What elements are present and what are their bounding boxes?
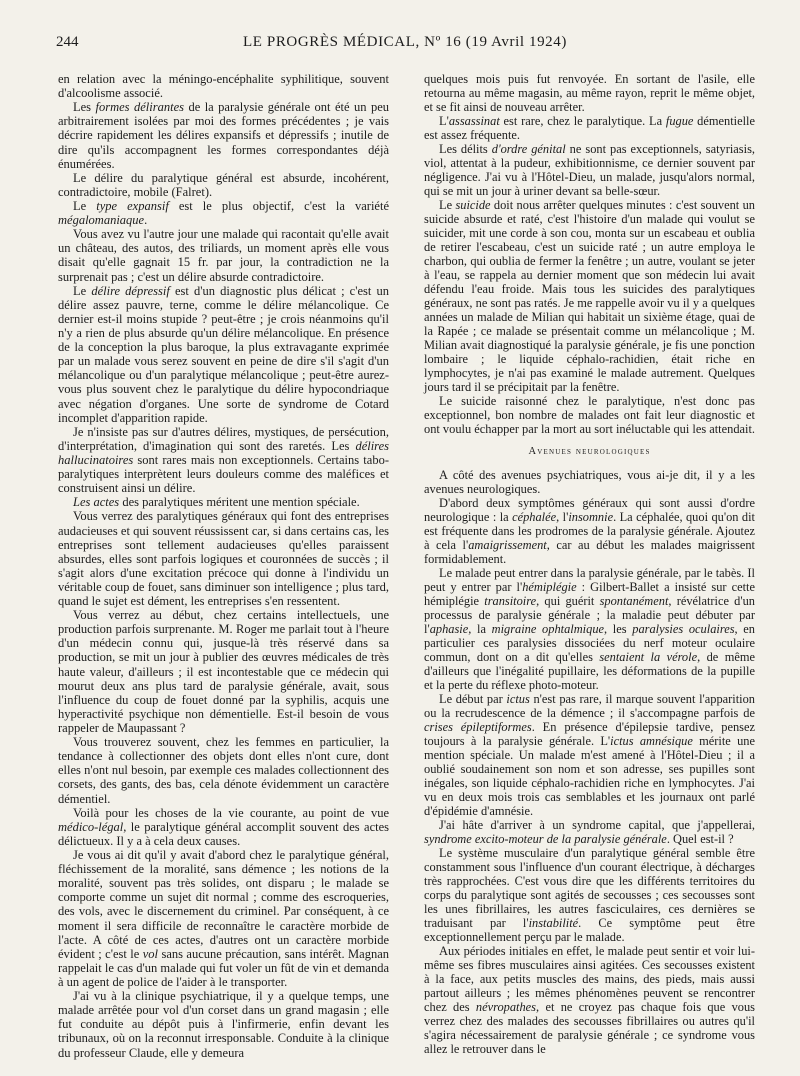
text-run: Les délits bbox=[439, 142, 492, 156]
text-run: . bbox=[144, 213, 148, 228]
paragraph bbox=[58, 227, 389, 283]
text-run: , la bbox=[468, 622, 492, 636]
italic-term: syndrome excito-moteur de la paralysie générale bbox=[424, 832, 667, 846]
paragraph bbox=[424, 198, 755, 394]
paragraph bbox=[424, 394, 755, 436]
text-run: , de même d'ailleurs que l'inégalité pupillaire, les déformations de la pupille et la perte du réflexe photo-moteur. bbox=[424, 650, 755, 692]
text-run: de la paralysie générale ont été un peu arbitrairement isolées par moi des formes précédentes ; je vais décrire rapidement les délires expansifs et dépressifs ; inutile de dire qu'ils accompagnent les formes correspondantes déjà énumérées. bbox=[58, 100, 389, 171]
paragraph bbox=[58, 509, 389, 608]
italic-term: assassinat bbox=[448, 114, 500, 128]
paragraph bbox=[424, 944, 755, 1056]
text-run: Vous verrez des paralytiques généraux qui font des entreprises audacieuses et qui souvent réussissent car, si dans certains cas, les entreprises sont tellement audacieuses qu'elles paraissent absurdes, elles sont parfois logiques et couronnées de succès ; il s'agit alors d'une excitation précoce qui donne à l'individu un véritable coup de fouet, sans diminuer son intelligence ; plus tard, quand le sujet est dément, les entreprises s'en ressentent. bbox=[58, 509, 389, 609]
italic-term: instabilité bbox=[528, 916, 579, 930]
text-run: mérite une mention spéciale. Un malade m'est amené à l'Hôtel-Dieu ; il a oublié soudainement son nom et son adresse, ses pupilles sont inégales, son liquide céphalo-rachidien riche en lymphocytes. J'ai vu en deux mois trois cas semblables et les journaux ont parlé d'épidémie d'amnésie. bbox=[424, 734, 756, 818]
italic-term: suicide bbox=[455, 198, 491, 212]
italic-term: migraine ophtalmique bbox=[491, 622, 605, 636]
text-run: Aux périodes initiales en effet, le malade peut sentir et voir lui-même ses fibres musculaires ainsi agitées. Ces secousses existent à la face, aux petits muscles des mains, des pieds, mais aussi partout ailleurs ; les mêmes phénomènes peuvent se rencontrer chez des bbox=[424, 944, 755, 1014]
paragraph bbox=[58, 848, 389, 989]
paragraph bbox=[58, 171, 389, 199]
text-run: est le plus objectif, c'est la variété bbox=[168, 198, 389, 213]
italic-term: délire dépressif bbox=[91, 283, 170, 298]
text-run: A côté des avenues psychiatriques, vous ai-je dit, il y a les avenues neurologiques. bbox=[424, 468, 755, 496]
text-run: . La céphalée, quoi qu'on dit est fréquente dans les prodromes de la paralysie générale. Ajoutez à cela l' bbox=[424, 510, 755, 552]
paragraph bbox=[58, 495, 389, 509]
text-run: , l' bbox=[556, 510, 569, 524]
right-column bbox=[424, 72, 755, 1056]
paragraph bbox=[424, 72, 755, 114]
text-run: D'abord deux symptômes généraux qui sont aussi d'ordre neurologique : la bbox=[424, 496, 755, 524]
text-run: Voilà pour les choses de la vie courante, au point de vue bbox=[73, 805, 389, 820]
text-run: Le délire du paralytique général est absurde, incohérent, contradictoire, mobile (Falret). bbox=[58, 170, 389, 199]
text-run: , en particulier ces paralysies dissociées du nerf moteur oculaire commun, dont on a dit qu'elles bbox=[424, 622, 756, 664]
text-run: démentielle est assez fréquente. bbox=[424, 114, 755, 142]
paragraph bbox=[58, 72, 389, 100]
text-run: est d'un diagnostic plus délicat ; c'est un délire assez pauvre, terne, comme le délire mélancolique. Ce dernier est-il moins stupide ? peut-être ; je crois néanmoins qu'il n'y a rien de plus absurde qu'un délire mélancolique. En présence de la conception la plus baroque, la plus extravagante exprimée par un malade vous serez souvent en peine de dire s'il s'agit d'un mélancolique ou d'un paralytique mélancolique ; peut-être aurez-vous plus souvent chez le paralytique du délire hypocondriaque avec négation d'organes. Une sorte de syndrome de Cotard incomplet d'apparition rapide. bbox=[58, 283, 390, 425]
italic-term: type expansif bbox=[96, 198, 169, 213]
paragraph bbox=[424, 114, 755, 142]
text-run: Le bbox=[73, 283, 92, 298]
text-run: Vous trouverez souvent, chez les femmes en particulier, la tendance à collectionner des objets dont elles n'ont cure, dont elles n'ont nul besoin, par exemple ces malades collectionnent des corsets, des gants, des bas, cela dénote évidemment un caractère démentiel. bbox=[58, 735, 389, 806]
italic-term: névropathes bbox=[475, 1000, 537, 1014]
italic-term: crises épileptiformes bbox=[424, 720, 532, 734]
text-run: Le bbox=[439, 198, 456, 212]
running-header bbox=[56, 34, 754, 52]
text-run: , révélatrice d'un processus de paralysie générale ; la maladie peut débuter par l' bbox=[424, 594, 755, 636]
italic-term: insomnie bbox=[568, 510, 614, 524]
page-number: 244 bbox=[56, 34, 79, 50]
paragraph bbox=[58, 100, 389, 171]
text-run: des paralytiques méritent une mention spéciale. bbox=[119, 495, 360, 510]
text-run: Vous verrez au début, chez certains intellectuels, une production parfois surprenante. M. Roger me parlait tout à l'heure d'un médecin connu qui, jusque-là très réservé dans sa production, se mit un jour à publier des œuvres médicales de très haute valeur, d'ailleurs ; il est incontestable que ce médecin qui mourut deux ans plus tard de paralysie générale, avait, sous l'influence du coup de fouet donné par la syphilis, acquis une hyperactivité psychique non démentielle. Est-il besoin de vous rappeler de Maupassant ? bbox=[58, 608, 389, 736]
text-run: Je n'insiste pas sur d'autres délires, mystiques, de persécution, d'interprétation, d'imagination qui sont des raretés. Les bbox=[58, 424, 389, 453]
text-run: , car au début les malades maigrissent formidablement. bbox=[424, 538, 755, 566]
paragraph bbox=[424, 818, 755, 846]
italic-term: céphalée bbox=[512, 510, 557, 524]
text-run: n'est pas rare, il marque souvent l'apparition ou la recrudescence de la démence ; il s'accompagne parfois de bbox=[424, 692, 755, 720]
text-run: , qui guérit bbox=[536, 594, 600, 608]
text-run: sans aucune précaution, sans intérêt. Magnan rappelait le cas d'un malade qui fut voler un fût de vin et demanda à un agent de police de l'aider à le transporter. bbox=[58, 946, 389, 989]
italic-term: mégalomaniaque bbox=[58, 213, 145, 228]
text-run: ne sont pas exceptionnels, satyriasis, viol, attentat à la pudeur, exhibitionnisme, ce dernier souvent par négligence. J'ai vu à l'Hôtel-Dieu, un malade, jusqu'alors normal, qui se mit un jour à uriner devant sa belle-sœur. bbox=[424, 142, 755, 198]
italic-term: ictus amnésique bbox=[610, 734, 693, 748]
italic-term: spontanément bbox=[599, 594, 669, 608]
text-run: sont rares mais non exceptionnels. Certains tabo-paralytiques interprètent leurs douleurs comme des maléfices et construisent ainsi un délire. bbox=[58, 452, 389, 496]
section-heading: Avenues neurologiques bbox=[528, 446, 651, 457]
text-run: . Ce symptôme peut être exceptionnellement perçu par le malade. bbox=[424, 916, 756, 944]
text-run: Le début par bbox=[439, 692, 507, 706]
text-run: Le malade peut entrer dans la paralysie générale, par le tabès. Il peut y entrer par l' bbox=[424, 566, 755, 594]
text-run: : Gilbert-Ballet a insisté sur cette hémiplégie bbox=[424, 580, 755, 608]
italic-term: transitoire bbox=[484, 594, 537, 608]
text-run: est rare, chez le paralytique. La bbox=[499, 114, 666, 128]
text-run: Le bbox=[73, 198, 97, 213]
paragraph bbox=[424, 566, 755, 692]
italic-term: d'ordre génital bbox=[491, 142, 566, 156]
italic-term: amaigrissement bbox=[468, 538, 547, 552]
paragraph bbox=[58, 199, 389, 227]
paragraph bbox=[424, 846, 755, 944]
italic-term: hémiplégie bbox=[522, 580, 577, 594]
text-run: doit nous arrêter quelques minutes : c'est souvent un suicide absurde et raté, c'est l'histoire d'un malade qui voulut se suicider, mit une corde à son cou, monta sur un escabeau et oublia de retirer l'escabeau, c'est un suicide raté ; un autre employa le charbon, qui oublia de fermer la fenêtre ; un autre, voulant se jeter à l'eau, se rappela au dernier moment que son médecin lui avait défendu l'eau froide. Mais tous les suicides des paralytiques généraux, ne sont pas ratés. Je me rappelle avoir vu il y a quelques années un malade de Milian qui habitait un sixième étage, quai de la Rapée ; ce malade se présentait comme un mélancolique ; M. Milian avait diagnostiqué la paralysie générale, je fis une ponction lombaire ; le liquide céphalo-rachidien, était riche en lymphocytes, je n'ai pas examiné le malade autrement. Quelques jours tard il se précipitait par la fenêtre. bbox=[424, 198, 755, 394]
italic-term: vol bbox=[142, 946, 159, 961]
paragraph bbox=[58, 806, 389, 848]
paragraph bbox=[424, 692, 755, 818]
italic-term: paralysies oculaires bbox=[632, 622, 735, 636]
paragraph bbox=[424, 468, 755, 496]
text-run: L' bbox=[439, 114, 449, 128]
italic-term: fugue bbox=[665, 114, 694, 128]
italic-term: Les actes bbox=[73, 495, 120, 510]
italic-term: délires hallucinatoires bbox=[58, 438, 389, 467]
paragraph bbox=[58, 425, 389, 496]
text-run: J'ai hâte d'arriver à un syndrome capital, que j'appellerai, bbox=[439, 818, 755, 832]
text-run: , le paralytique général accomplit souvent des actes délictueux. Il y a à cela deux causes. bbox=[58, 819, 389, 848]
italic-term: ictus bbox=[506, 692, 530, 706]
italic-term: sentaient la vérole bbox=[599, 650, 698, 664]
text-run: Les bbox=[73, 100, 96, 115]
journal-title: LE PROGRÈS MÉDICAL, Nº 16 (19 Avril 1924) bbox=[243, 34, 567, 50]
paragraph bbox=[58, 735, 389, 806]
paragraph bbox=[58, 989, 389, 1060]
paragraph bbox=[58, 284, 389, 425]
italic-term: aphasie bbox=[429, 622, 469, 636]
text-run: quelques mois puis fut renvoyée. En sortant de l'asile, elle retourna au même magasin, au même rayon, reprit le même objet, et se fit ainsi de nouveau arrêter. bbox=[424, 72, 755, 114]
text-run: , les bbox=[604, 622, 633, 636]
paragraph bbox=[58, 608, 389, 735]
text-run: J'ai vu à la clinique psychiatrique, il y a quelque temps, une malade arrêtée pour vol d'un corset dans un grand magasin ; elle fut conduite au dépôt puis à l'infirmerie, enfin devant les tribunaux, où on la reconnut irresponsable. Conduite à la clinique du professeur Claude, elle y demeura bbox=[58, 989, 389, 1060]
paragraph bbox=[424, 142, 755, 198]
text-run: , et ne croyez pas chaque fois que vous verrez chez des malades des secousses fibrillaires ou autres qu'il s'agira nécessairement de paralysie générale ; ce syndrome vous allez le retrouver dans le bbox=[424, 1000, 755, 1056]
left-column bbox=[58, 72, 389, 1060]
italic-term: médico-légal bbox=[58, 819, 124, 834]
text-run: Le suicide raisonné chez le paralytique, n'est donc pas exceptionnel, bon nombre de malades ont fait leur diagnostic et ont voulu échapper par la mort au sort inéluctable qui les attendait. bbox=[424, 394, 755, 436]
text-run: Vous avez vu l'autre jour une malade qui racontait qu'elle avait un château, des autos, des triliards, un moment après elle vous disait qu'elle gagnait 15 fr. par jour, la contradiction ne la surprenait pas ; c'est un délire absurde contradictoire. bbox=[58, 227, 389, 284]
text-run: . Quel est-il ? bbox=[666, 832, 734, 846]
text-run: Le système musculaire d'un paralytique général semble être constamment sous l'influence d'un courant électrique, à décharges très rapprochées. C'est vous dire que les différents territoires du corps du paralytique sont agités de secousses ; ces secousses sont les unes fibrillaires, les autres fasciculaires, ces dernières se traduisant par l' bbox=[424, 846, 755, 930]
text-run: . En présence d'épilepsie tardive, pensez toujours à la paralysie générale. L' bbox=[424, 720, 755, 748]
text-run: en relation avec la méningo-encéphalite syphilitique, souvent d'alcoolisme associé. bbox=[58, 72, 389, 101]
text-run: Je vous ai dit qu'il y avait d'abord chez le paralytique général, fléchissement de la moralité, sans démence ; les notions de la moralité, souvent pas très solides, ont disparu ; le malade se comporte comme un sujet dit normal ; comme des escroqueries, des vols, avec le discernement du criminel. Par conséquent, à ce moment il sera difficile de reconnaître le caractère morbide de l'acte. A côté de ces actes, d'autres ont un caractère morbide évident ; c'est le bbox=[58, 848, 389, 961]
paragraph bbox=[424, 496, 755, 566]
italic-term: formes délirantes bbox=[95, 100, 184, 115]
